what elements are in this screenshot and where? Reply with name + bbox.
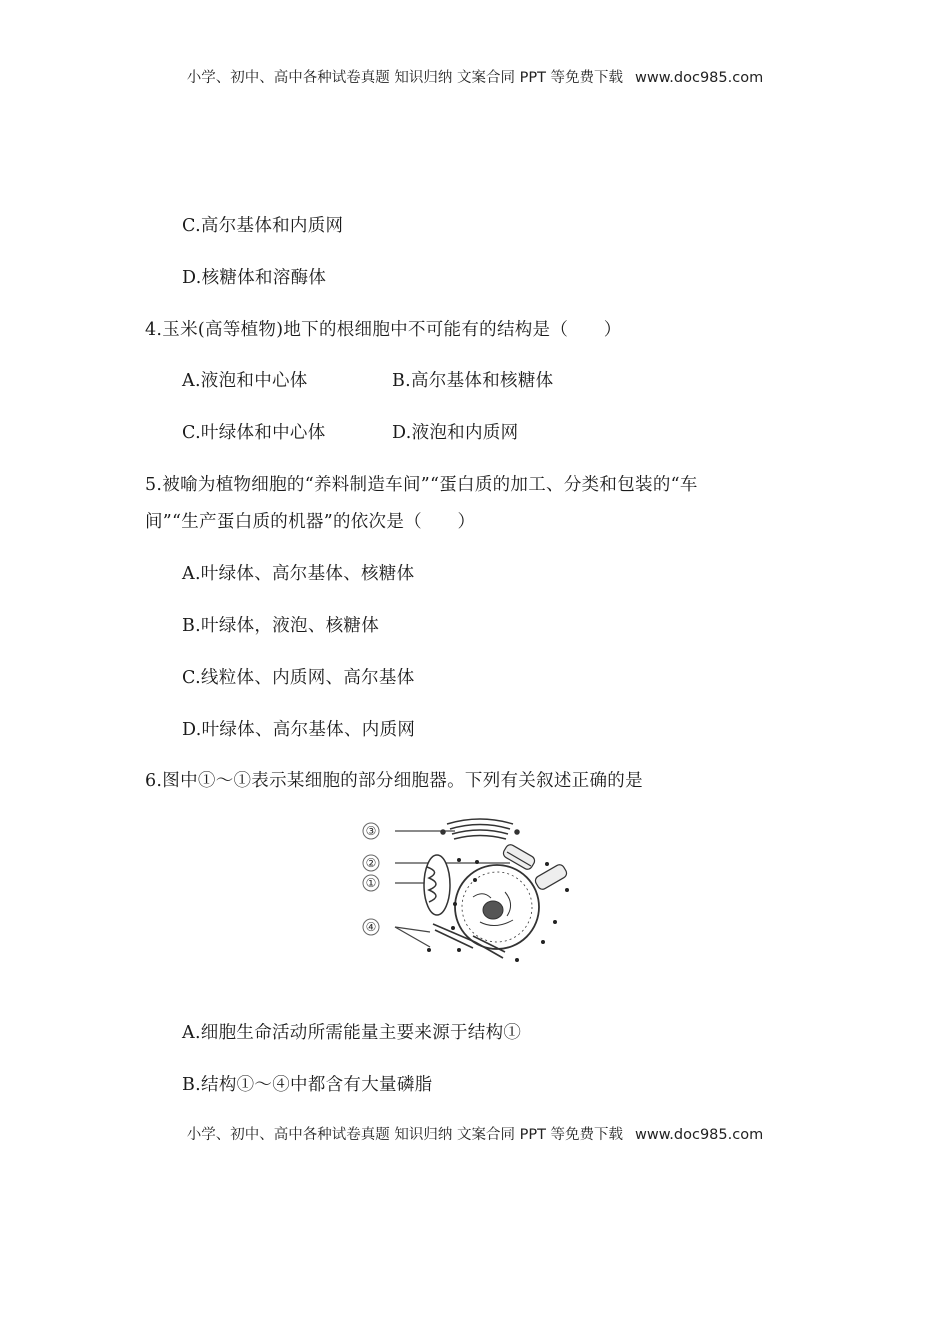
- nucleus: [455, 865, 539, 949]
- golgi-apparatus: [441, 819, 519, 839]
- q4-stem: 4.玉米(高等植物)地下的根细胞中不可能有的结构是（ ）: [145, 320, 622, 340]
- q5-option-b: B.叶绿体，液泡、核糖体: [182, 616, 380, 636]
- page-header: [0, 66, 950, 87]
- page-footer: [0, 1123, 950, 1144]
- mitochondrion: [424, 855, 450, 915]
- q5-option-a: A.叶绿体、高尔基体、核糖体: [182, 564, 415, 584]
- q6-option-b: B.结构①～④中都含有大量磷脂: [182, 1075, 433, 1095]
- footer-site: www.doc985.com: [635, 1127, 764, 1143]
- q5-option-d: D.叶绿体、高尔基体、内质网: [182, 720, 416, 740]
- q6-option-a: A.细胞生命活动所需能量主要来源于结构①: [182, 1023, 522, 1043]
- q4-option-d: D.液泡和内质网: [392, 423, 519, 443]
- q5-stem-line2: 间”“生产蛋白质的机器”的依次是（ ）: [145, 512, 476, 532]
- footer-text: 小学、初中、高中各种试卷真题 知识归纳 文案合同 PPT 等免费下载: [186, 1127, 624, 1143]
- endoplasmic-reticulum: [433, 924, 505, 958]
- header-text: 小学、初中、高中各种试卷真题 知识归纳 文案合同 PPT 等免费下载: [186, 70, 624, 86]
- q6-stem: 6.图中①～①表示某细胞的部分细胞器。下列有关叙述正确的是: [145, 771, 643, 791]
- q4-option-c: C.叶绿体和中心体: [182, 423, 326, 443]
- figure-label-3: ③: [365, 824, 377, 838]
- q5-stem-line1: 5.被喻为植物细胞的“养料制造车间”“蛋白质的加工、分类和包装的“车: [145, 475, 698, 495]
- figure-label-1: ①: [365, 876, 377, 890]
- cell-organelle-diagram: [355, 812, 605, 972]
- q4-option-b: B.高尔基体和核糖体: [392, 371, 554, 391]
- q4-option-a: A.液泡和中心体: [182, 371, 308, 391]
- figure-label-4: ④: [365, 920, 377, 934]
- q3-option-d: D.核糖体和溶酶体: [182, 268, 327, 288]
- q3-option-c: C.高尔基体和内质网: [182, 216, 344, 236]
- header-site: www.doc985.com: [635, 70, 764, 86]
- figure-label-2: ②: [365, 856, 377, 870]
- q5-option-c: C.线粒体、内质网、高尔基体: [182, 668, 415, 688]
